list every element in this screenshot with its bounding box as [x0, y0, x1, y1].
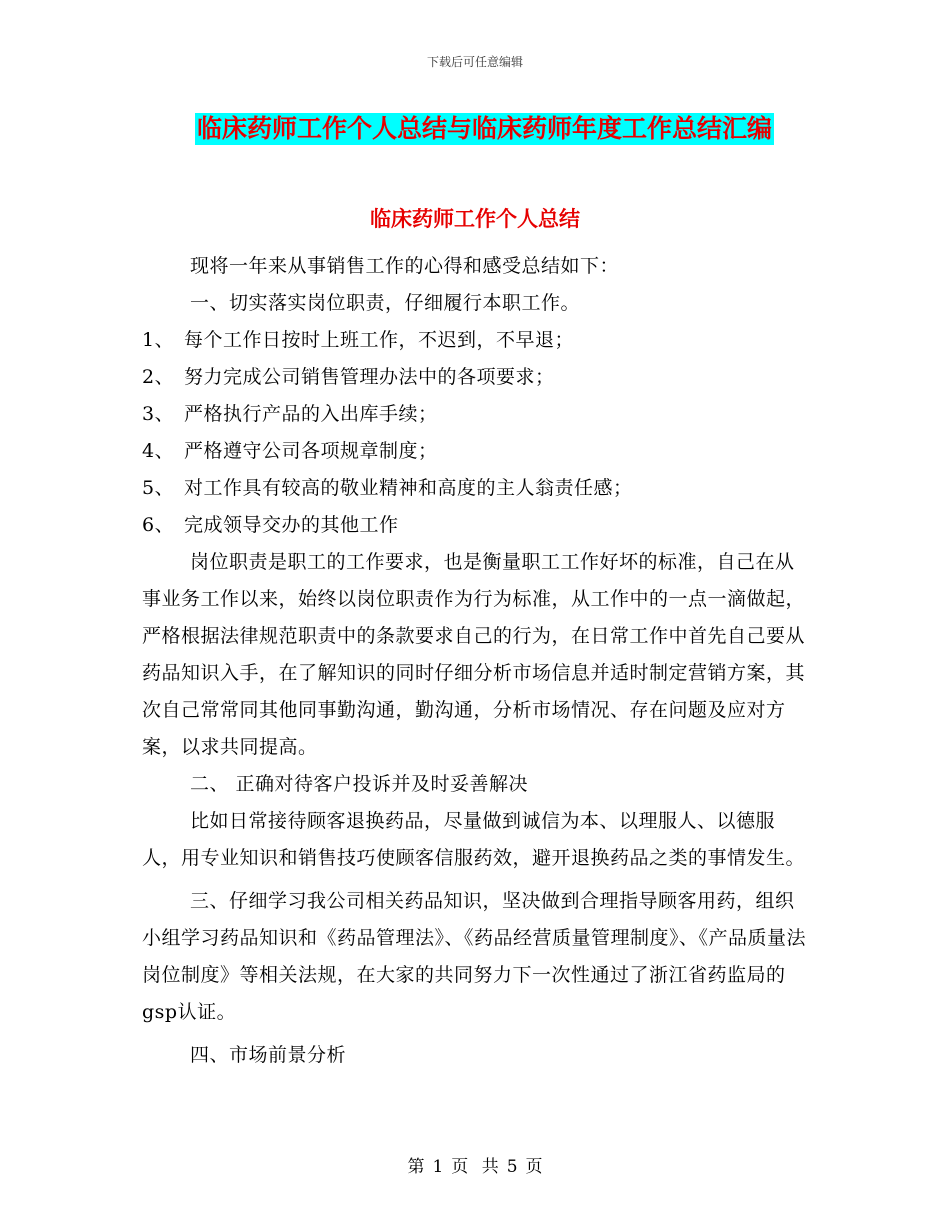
document-title: 临床药师工作个人总结与临床药师年度工作总结汇编 — [197, 114, 773, 143]
list-item-number: 5、 — [142, 477, 175, 499]
list-item-number: 3、 — [142, 403, 175, 425]
point-4-heading: 四、市场前景分析 — [190, 1044, 347, 1066]
intro-paragraph: 现将一年来从事销售工作的心得和感受总结如下： — [190, 255, 620, 277]
paragraph-complaints: 比如日常接待顾客退换药品，尽量做到诚信为本、以理服人、以德服人，用专业知识和销售技巧使顾客信服药效，避开退换药品之类的事情发生。 — [142, 810, 806, 869]
document-body — [142, 248, 806, 1074]
list-item-text: 努力完成公司销售管理办法中的各项要求； — [184, 366, 555, 388]
list-item-number: 6、 — [142, 514, 175, 536]
list-item — [142, 507, 806, 544]
point-1-heading: 一、切实落实岗位职责，仔细履行本职工作。 — [190, 292, 581, 314]
list-item-number: 2、 — [142, 366, 175, 388]
list-item — [142, 433, 806, 470]
point-2-heading: 二、 正确对待客户投诉并及时妥善解决 — [190, 773, 529, 795]
footer-prefix: 第 — [407, 1157, 425, 1177]
list-item — [142, 396, 806, 433]
list-item — [142, 470, 806, 507]
list-item — [142, 359, 806, 396]
list-item-text: 严格遵守公司各项规章制度； — [184, 440, 438, 462]
section-title: 临床药师工作个人总结 — [370, 207, 580, 231]
list-item — [142, 322, 806, 359]
list-item-text: 对工作具有较高的敬业精神和高度的主人翁责任感； — [184, 477, 633, 499]
list-item-number: 4、 — [142, 440, 175, 462]
total-page-count: 5 — [506, 1157, 518, 1177]
list-item-number: 1、 — [142, 329, 175, 351]
paragraph-job-duties: 岗位职责是职工的工作要求，也是衡量职工工作好坏的标准，自己在从事业务工作以来，始终以岗位职责作为行为标准，从工作中的一点一滴做起，严格根据法律规范职责中的条款要求自己的行为，在日常工作中首先自己要从药品知识入手，在了解知识的同时仔细分析市场信息并适时制定营销方案，其次自己常常同其他同事勤沟通，勤沟通，分析市场情况、存在问题及应对方案，以求共同提高。 — [142, 551, 806, 758]
list-item-text: 完成领导交办的其他工作 — [184, 514, 399, 536]
paragraph-point-3: 三、仔细学习我公司相关药品知识，坚决做到合理指导顾客用药，组织小组学习药品知识和《药品管理法》、《药品经营质量管理制度》、《产品质量法岗位制度》等相关法规，在大家的共同努力下一次性通过了浙江省药监局的gsp认证。 — [142, 890, 807, 1023]
list-item-text: 严格执行产品的入出库手续； — [184, 403, 438, 425]
footer-middle: 页 共 — [451, 1157, 499, 1177]
footer-suffix: 页 — [525, 1157, 543, 1177]
page-footer — [0, 1152, 950, 1177]
current-page-number: 1 — [432, 1157, 444, 1177]
header-note: 下载后可任意编辑 — [426, 55, 523, 69]
list-item-text: 每个工作日按时上班工作，不迟到，不早退； — [184, 329, 575, 351]
